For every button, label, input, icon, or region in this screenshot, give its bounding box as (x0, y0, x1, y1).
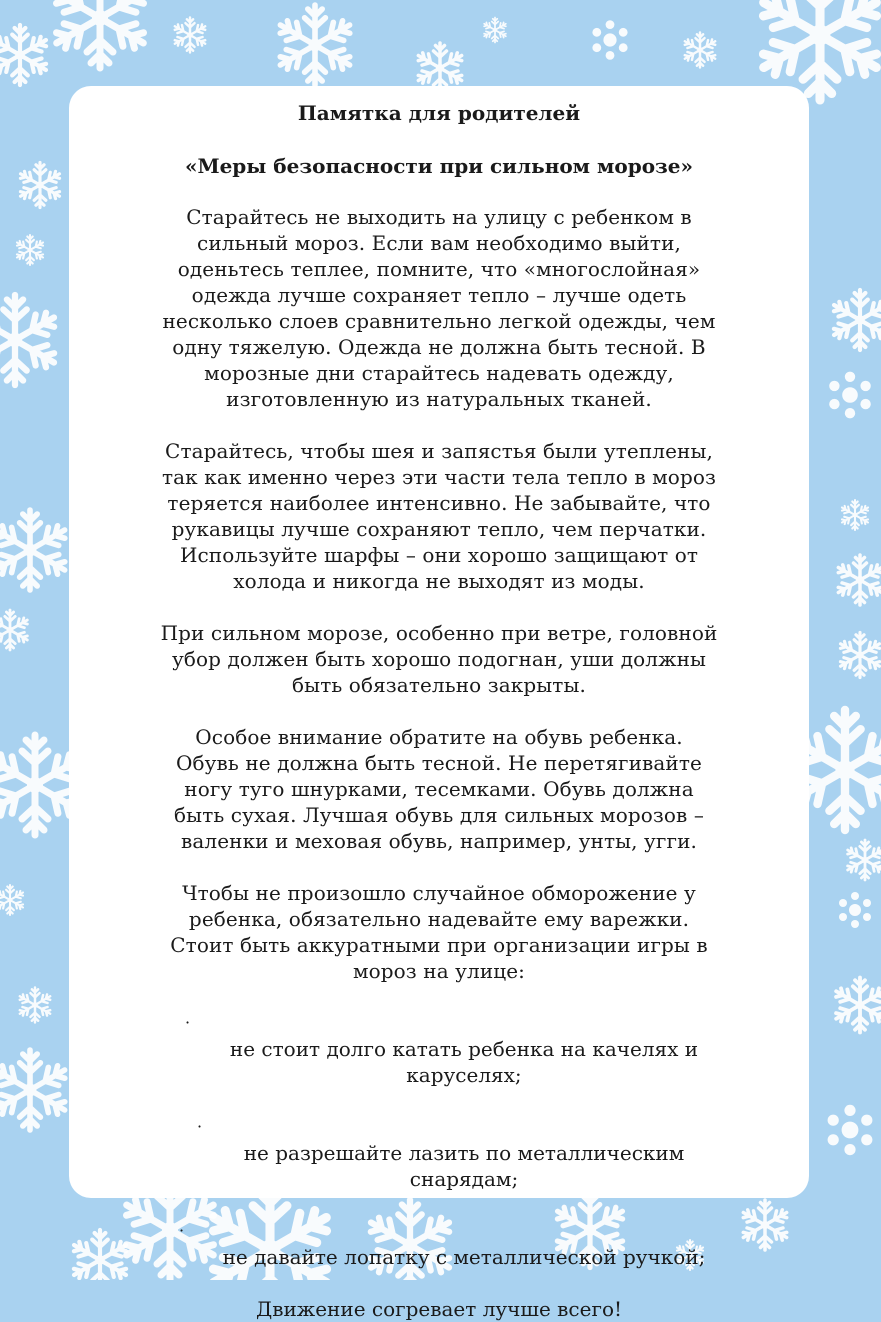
list-item-text: не стоит долго катать ребенка на качелях и каруселях; (229, 1037, 699, 1087)
paragraph-neck-wrists: Старайтесь, чтобы шея и запястья были утеплены, так как именно через эти части тела тепло в мороз теряется наиболее интенсивно. Не забывайте, что рукавицы лучше сохраняют тепло, чем перчатки. Используйте шарфы – они хорошо защищают от холода и никогда не выходят из моды. (161, 439, 716, 593)
memo-subtitle: «Меры безопасности при сильном морозе» (184, 154, 694, 178)
memo-card (69, 86, 809, 1321)
paragraph-frostbite: Чтобы не произошло случайное обморожение у ребенка, обязательно надевайте ему варежки. Стоит быть аккуратными при организации игры в мороз на улице: (170, 881, 708, 983)
bullet-icon: · (185, 1013, 191, 1032)
list-item (109, 1192, 769, 1270)
list-item-text: не разрешайте лазить по металлическим снарядам; (243, 1141, 685, 1191)
list-item (109, 984, 769, 1088)
paragraph-going-outside: Старайтесь не выходить на улицу с ребенком в сильный мороз. Если вам необходимо выйти, оденьтесь теплее, помните, что «многослойная» одежда лучше сохраняет тепло – лучше одеть несколько слоев сравнительно легкой одежды, чем одну тяжелую. Одежда не должна быть тесной. В морозные дни старайтесь надевать одежду, изготовленную из натуральных тканей. (162, 205, 716, 411)
safety-list (109, 984, 769, 1270)
list-item (109, 1088, 769, 1192)
paragraph-footwear: Особое внимание обратите на обувь ребенка. Обувь не должна быть тесной. Не перетягивайте ногу туго шнурками, тесемками. Обувь должна быть сухая. Лучшая обувь для сильных морозов – валенки и меховая обувь, например, унты, угги. (174, 725, 704, 853)
list-item-text: не давайте лопатку с металлической ручкой; (222, 1245, 706, 1269)
bullet-icon: · (197, 1117, 203, 1136)
memo-title: Памятка для родителей (297, 101, 581, 125)
bullet-icon: · (179, 1221, 185, 1240)
paragraph-headwear: При сильном морозе, особенно при ветре, головной убор должен быть хорошо подогнан, уши должны быть обязательно закрыты. (160, 621, 718, 697)
closing-line: Движение согревает лучше всего! (255, 1297, 623, 1321)
